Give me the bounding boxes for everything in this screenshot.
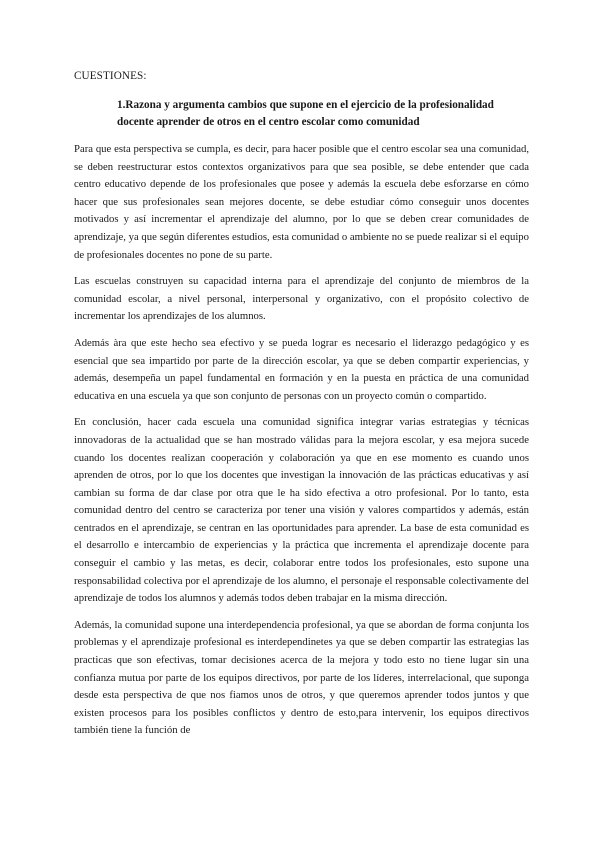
paragraph-3: Además àra que este hecho sea efectivo y se pueda lograr es necesario el liderazgo pedagógico y es esencial que sea impartido por parte de la dirección escolar, ya que se deben compartir experiencias, y además, desempeña un papel fundamental en formación y en la puesta en práctica de una comunidad educativa en una escuela ya que son conjunto de personas con un proyecto común o compartido.	[74, 336, 529, 402]
paragraph-4: En conclusión, hacer cada escuela una comunidad significa integrar varias estrategias y técnicas innovadoras de la actualidad que se han mostrado válidas para la mejora escolar, y esa mejora sucede cuando los docentes realizan cooperación y colaboración ya que en ese momento es cuando unos aprenden de otros, por lo que los docentes que investigan la innovación de las prácticas educativas y así cambian su forma de dar clase por otra que le ha sido efectiva a otro profesional. Por lo tanto, esta comunidad dentro del centro se caracteriza por tener una visión y valores compartidos y además, están centrados en el aprendizaje, se centran en las oportunidades para aprender. La base de esta comunidad es el desarrollo e intercambio de experiencias y la práctica que incrementa el aprendizaje docente para conseguir el cambio y las metas, es decir, colaborar entre todos los profesionales, esto supone una responsabilidad colectiva por el aprendizaje de los alumno, el personaje el responsable colectivamente del aprendizaje de todos los alumnos y además todos deben trabajar en la misma dirección.	[74, 416, 529, 605]
paragraph-1: Para que esta perspectiva se cumpla, es decir, para hacer posible que el centro escolar sea una comunidad, se deben reestructurar estos contextos organizativos para que sea posible, se debe entender que cada centro educativo depende de los profesionales que posee y además la escuela debe esforzarse en cómo hacer que sus profesionales sean mejores docente, se debe estudiar cómo conseguir unos docentes motivados y así incrementar el aprendizaje del alumno, por lo que se deben crear comunidades de aprendizaje, ya que según diferentes estudios, esta comunidad o ambiente no se puede realizar si el equipo de profesionales docentes no pone de su parte.	[74, 143, 529, 261]
section-heading: CUESTIONES:	[74, 70, 147, 82]
paragraph-2: Las escuelas construyen su capacidad interna para el aprendizaje del conjunto de miembros de la comunidad escolar, a nivel personal, interpersonal y organizativo, con el propósito colectivo de incrementar los aprendizajes de los alumnos.	[74, 275, 529, 323]
paragraph-5: Además, la comunidad supone una interdependencia profesional, ya que se abordan de forma conjunta los problemas y el aprendizaje profesional es interdependinetes ya que se deben compartir las estrategias las practicas que son efectivas, tomar decisiones acerca de la mejora y todo esto no tiene lugar sin una confianza mutua por parte de los equipos directivos, por parte de los líderes, interrelacional, que suponga desde esta perspectiva de que nos fiamos unos de otros, y que queremos aprender todos juntos y que existen procesos para los posibles conflictos y dentro de esto,para intervenir, los equipos directivos también tiene la función de	[74, 618, 529, 737]
document-page	[74, 68, 529, 749]
question-title: 1.Razona y argumenta cambios que supone en el ejercicio de la profesionalidad docente aprender de otros en el centro escolar como comunidad	[117, 99, 494, 128]
